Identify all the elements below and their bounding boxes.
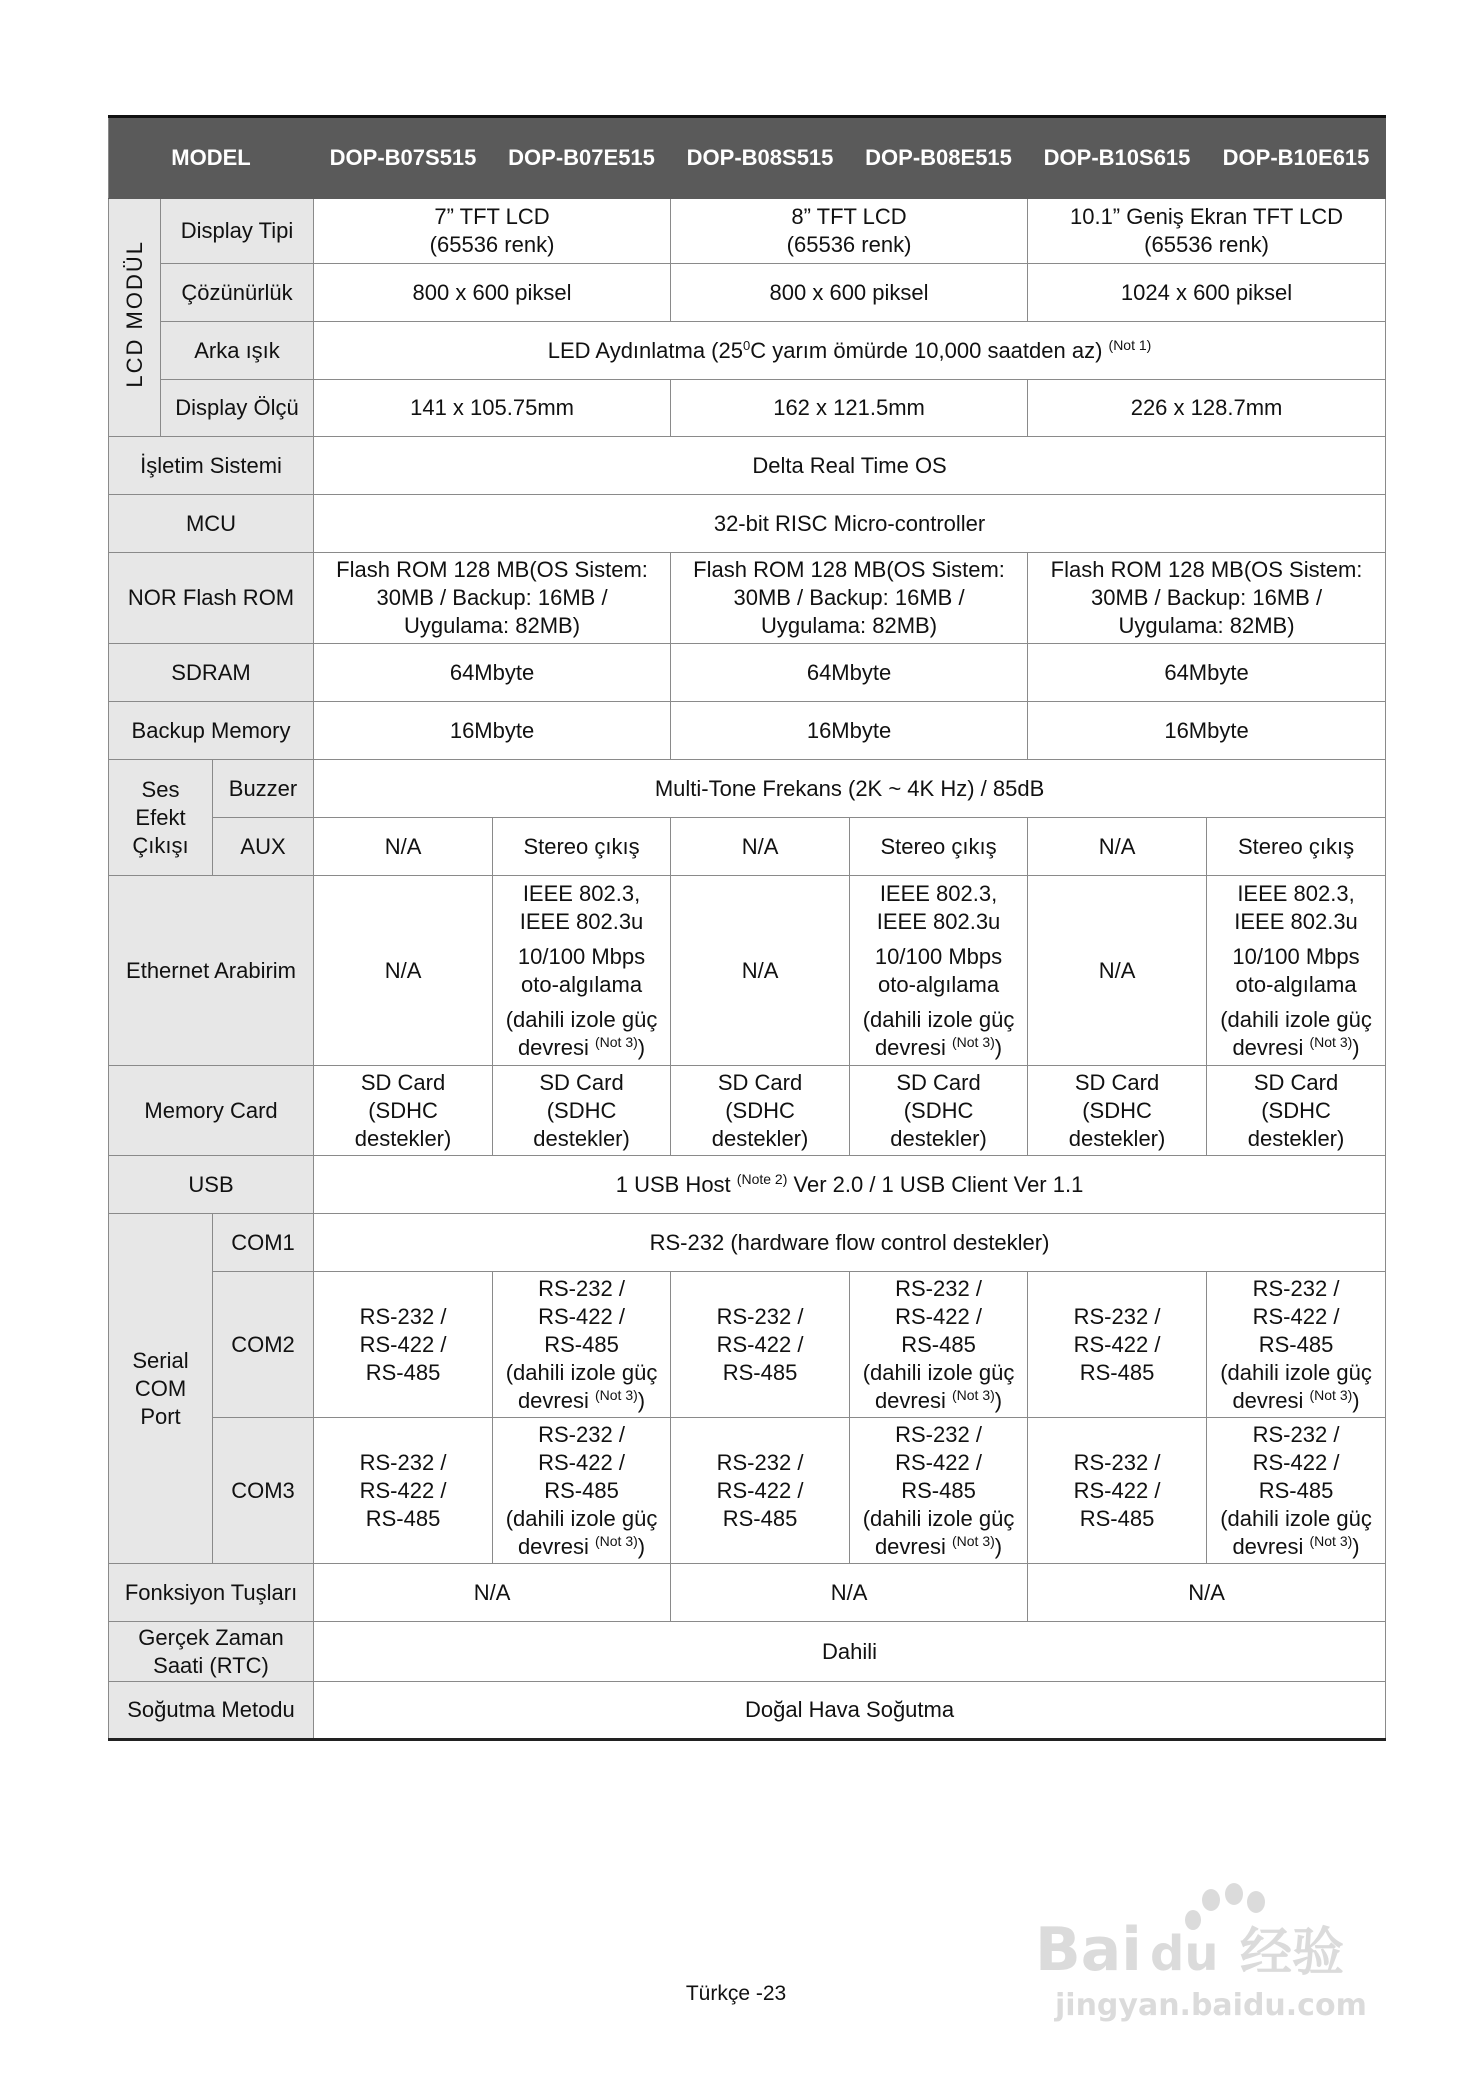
row-label: Arka ışık [161, 322, 314, 380]
lcd-group-label: LCD MODÜL [109, 199, 161, 437]
row-display-type [109, 199, 1386, 264]
row-label: NOR Flash ROM [109, 553, 314, 644]
model-name: DOP-B08E515 [850, 117, 1028, 199]
model-name: DOP-B10S615 [1028, 117, 1207, 199]
cell: Doğal Hava Soğutma [314, 1682, 1386, 1740]
cell: IEEE 802.3, IEEE 802.3u 10/100 Mbps oto-algılama (dahili izole güç devresi $^{(Not 3)}$) [493, 876, 671, 1066]
row-com1 [109, 1214, 1386, 1272]
cell: RS-232 / RS-422 / RS-485 [314, 1272, 493, 1418]
cell: IEEE 802.3, IEEE 802.3u 10/100 Mbps oto-algılama (dahili izole güç devresi $^{(Not 3)}$) [850, 876, 1028, 1066]
baidu-watermark [1035, 1880, 1375, 2030]
row-mcu [109, 495, 1386, 553]
cell: N/A [1028, 1564, 1386, 1622]
row-display-size [109, 380, 1386, 437]
cell: Stereo çıkış [1207, 818, 1386, 876]
row-com2 [109, 1272, 1386, 1418]
serial-group-label: Serial COM Port [109, 1214, 213, 1564]
watermark-brand-du: du [1150, 1926, 1219, 1982]
cell: RS-232 / RS-422 / RS-485 [671, 1272, 850, 1418]
cell: RS-232 / RS-422 / RS-485 (dahili izole güç devresi $^{(Not 3)}$) [493, 1272, 671, 1418]
row-nor-flash [109, 553, 1386, 644]
cell: SD Card (SDHC destekler) [671, 1066, 850, 1156]
cell: RS-232 / RS-422 / RS-485 (dahili izole güç devresi $^{(Not 3)}$) [1207, 1418, 1386, 1564]
row-resolution [109, 264, 1386, 322]
audio-group-label: Ses Efekt Çıkışı [109, 760, 213, 876]
row-cooling [109, 1682, 1386, 1740]
row-label: Çözünürlük [161, 264, 314, 322]
cell: RS-232 / RS-422 / RS-485 (dahili izole güç devresi $^{(Not 3)}$) [850, 1272, 1028, 1418]
cell: 162 x 121.5mm [671, 380, 1028, 437]
cell: 10.1” Geniş Ekran TFT LCD (65536 renk) [1028, 199, 1386, 264]
cell: RS-232 / RS-422 / RS-485 [314, 1418, 493, 1564]
row-memory-card [109, 1066, 1386, 1156]
cell: RS-232 / RS-422 / RS-485 (dahili izole güç devresi $^{(Not 3)}$) [493, 1418, 671, 1564]
cell: Delta Real Time OS [314, 437, 1386, 495]
cell: N/A [314, 1564, 671, 1622]
cell: N/A [671, 818, 850, 876]
watermark-url: jingyan.baidu.com [1055, 1988, 1367, 2023]
row-backup-memory [109, 702, 1386, 760]
cell: Flash ROM 128 MB(OS Sistem: 30MB / Backup: 16MB / Uygulama: 82MB) [671, 553, 1028, 644]
cell: 8” TFT LCD (65536 renk) [671, 199, 1028, 264]
row-label: COM3 [213, 1418, 314, 1564]
row-label: MCU [109, 495, 314, 553]
cell: N/A [314, 876, 493, 1066]
cell: SD Card (SDHC destekler) [1028, 1066, 1207, 1156]
cell: 32-bit RISC Micro-controller [314, 495, 1386, 553]
cell: RS-232 / RS-422 / RS-485 [671, 1418, 850, 1564]
row-os [109, 437, 1386, 495]
cell: N/A [671, 876, 850, 1066]
cell: RS-232 / RS-422 / RS-485 (dahili izole güç devresi $^{(Not 3)}$) [1207, 1272, 1386, 1418]
model-header: MODEL [109, 117, 314, 199]
cell: 1024 x 600 piksel [1028, 264, 1386, 322]
row-label: İşletim Sistemi [109, 437, 314, 495]
row-sdram [109, 644, 1386, 702]
cell: LED Aydınlatma ($25^0C$ yarım ömürde 10,000 saatden az) $^{(Not 1)}$ [314, 322, 1386, 380]
model-name: DOP-B07E515 [493, 117, 671, 199]
cell: N/A [314, 818, 493, 876]
row-label: SDRAM [109, 644, 314, 702]
note-ref: (Not 1) [1108, 336, 1152, 353]
cell: N/A [1028, 876, 1207, 1066]
model-name: DOP-B08S515 [671, 117, 850, 199]
cell: 7” TFT LCD (65536 renk) [314, 199, 671, 264]
cell: 800 x 600 piksel [671, 264, 1028, 322]
header-row [109, 117, 1386, 199]
row-label: Gerçek Zaman Saati (RTC) [109, 1622, 314, 1682]
cell: SD Card (SDHC destekler) [850, 1066, 1028, 1156]
cell: N/A [671, 1564, 1028, 1622]
row-label: Fonksiyon Tuşları [109, 1564, 314, 1622]
cell: 226 x 128.7mm [1028, 380, 1386, 437]
cell: RS-232 (hardware flow control destekler) [314, 1214, 1386, 1272]
cell: Dahili [314, 1622, 1386, 1682]
row-label: Display Ölçü [161, 380, 314, 437]
row-label: Memory Card [109, 1066, 314, 1156]
row-usb [109, 1156, 1386, 1214]
cell: RS-232 / RS-422 / RS-485 (dahili izole güç devresi $^{(Not 3)}$) [850, 1418, 1028, 1564]
cell: SD Card (SDHC destekler) [1207, 1066, 1386, 1156]
row-buzzer [109, 760, 1386, 818]
row-label: COM2 [213, 1272, 314, 1418]
row-label: Soğutma Metodu [109, 1682, 314, 1740]
cell: 16Mbyte [1028, 702, 1386, 760]
row-backlight [109, 322, 1386, 380]
row-label: COM1 [213, 1214, 314, 1272]
model-name: DOP-B07S515 [314, 117, 493, 199]
cell: N/A [1028, 818, 1207, 876]
spec-table [108, 115, 1386, 1741]
cell: Flash ROM 128 MB(OS Sistem: 30MB / Backup: 16MB / Uygulama: 82MB) [314, 553, 671, 644]
cell: IEEE 802.3, IEEE 802.3u 10/100 Mbps oto-algılama (dahili izole güç devresi $^{(Not 3)}$) [1207, 876, 1386, 1066]
cell: RS-232 / RS-422 / RS-485 [1028, 1272, 1207, 1418]
watermark-brand: Bai [1035, 1915, 1142, 1985]
cell: SD Card (SDHC destekler) [493, 1066, 671, 1156]
cell: 64Mbyte [314, 644, 671, 702]
row-ethernet [109, 876, 1386, 1066]
cell: 800 x 600 piksel [314, 264, 671, 322]
cell: 16Mbyte [671, 702, 1028, 760]
cell: 141 x 105.75mm [314, 380, 671, 437]
row-com3 [109, 1418, 1386, 1564]
row-label: AUX [213, 818, 314, 876]
row-label: USB [109, 1156, 314, 1214]
row-label: Display Tipi [161, 199, 314, 264]
row-label: Buzzer [213, 760, 314, 818]
cell: 64Mbyte [671, 644, 1028, 702]
watermark-cn: 经验 [1240, 1923, 1345, 1983]
cell: 16Mbyte [314, 702, 671, 760]
cell: Multi-Tone Frekans (2K ~ 4K Hz) / 85dB [314, 760, 1386, 818]
row-aux [109, 818, 1386, 876]
page-footer: Türkçe -23 [685, 1982, 787, 2005]
row-rtc [109, 1622, 1386, 1682]
row-function-keys [109, 1564, 1386, 1622]
cell: Flash ROM 128 MB(OS Sistem: 30MB / Backup: 16MB / Uygulama: 82MB) [1028, 553, 1386, 644]
cell: SD Card (SDHC destekler) [314, 1066, 493, 1156]
model-name: DOP-B10E615 [1207, 117, 1386, 199]
cell: 1 USB Host $^{(Note 2)}$ Ver 2.0 / 1 USB Client Ver 1.1 [314, 1156, 1386, 1214]
cell: Stereo çıkış [850, 818, 1028, 876]
row-label: Backup Memory [109, 702, 314, 760]
cell: 64Mbyte [1028, 644, 1386, 702]
row-label: Ethernet Arabirim [109, 876, 314, 1066]
cell: Stereo çıkış [493, 818, 671, 876]
cell: RS-232 / RS-422 / RS-485 [1028, 1418, 1207, 1564]
